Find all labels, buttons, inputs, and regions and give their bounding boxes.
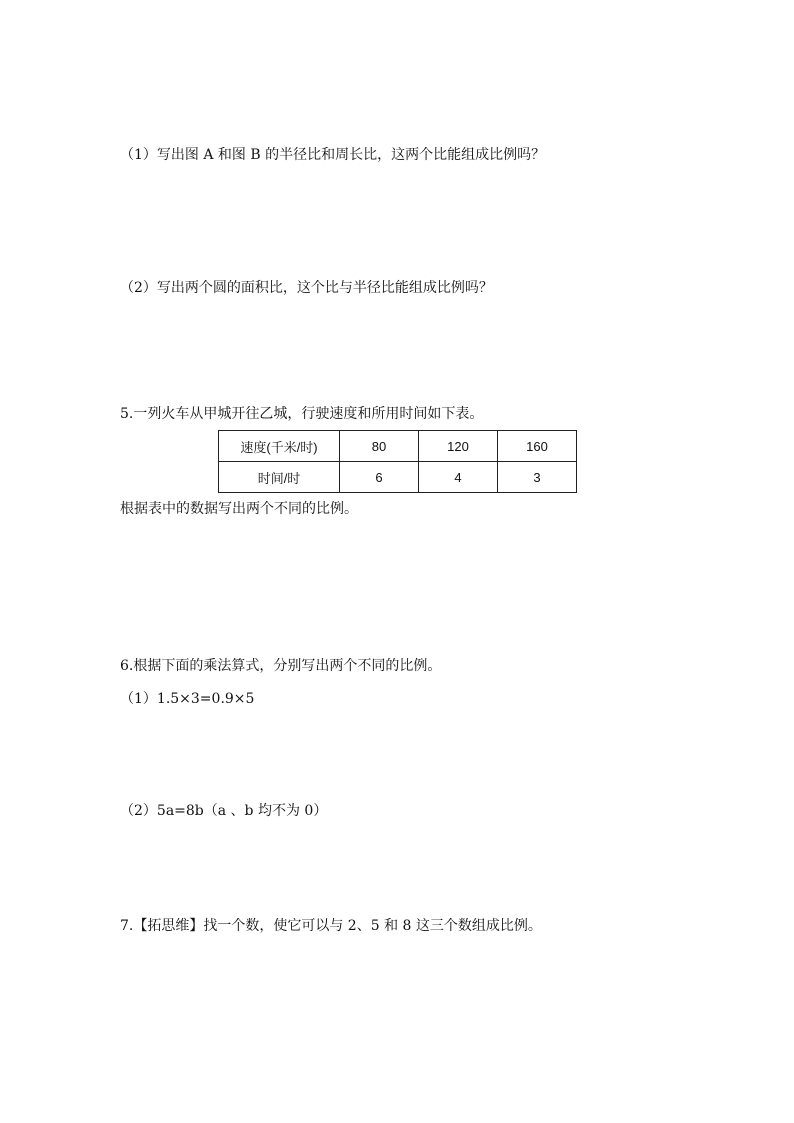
row-header-time: 时间/时 <box>219 462 340 493</box>
question-6-part-2: （2）5a=8b（a 、b 均不为 0） <box>120 803 328 819</box>
row-header-speed: 速度(千米/时) <box>219 431 340 462</box>
question-6-prompt: 6.根据下面的乘法算式，分别写出两个不同的比例。 <box>120 658 442 674</box>
table-cell: 4 <box>419 462 498 493</box>
question-6-part-1: （1）1.5×3=0.9×5 <box>120 691 255 707</box>
table-cell: 3 <box>498 462 577 493</box>
question-4-part-1: （1）写出图 A 和图 B 的半径比和周长比，这两个比能组成比例吗？ <box>120 147 546 163</box>
table-cell: 80 <box>340 431 419 462</box>
speed-time-table <box>218 430 577 493</box>
question-4-part-2: （2）写出两个圆的面积比，这个比与半径比能组成比例吗？ <box>120 280 493 296</box>
question-5-prompt: 5.一列火车从甲城开往乙城，行驶速度和所用时间如下表。 <box>120 406 484 422</box>
table-cell: 6 <box>340 462 419 493</box>
table-row <box>219 431 577 462</box>
question-5-instruction: 根据表中的数据写出两个不同的比例。 <box>120 501 358 517</box>
table-cell: 160 <box>498 431 577 462</box>
question-7-prompt: 7.【拓思维】找一个数，使它可以与 2、5 和 8 这三个数组成比例。 <box>120 918 542 934</box>
table-row <box>219 462 577 493</box>
table-cell: 120 <box>419 431 498 462</box>
